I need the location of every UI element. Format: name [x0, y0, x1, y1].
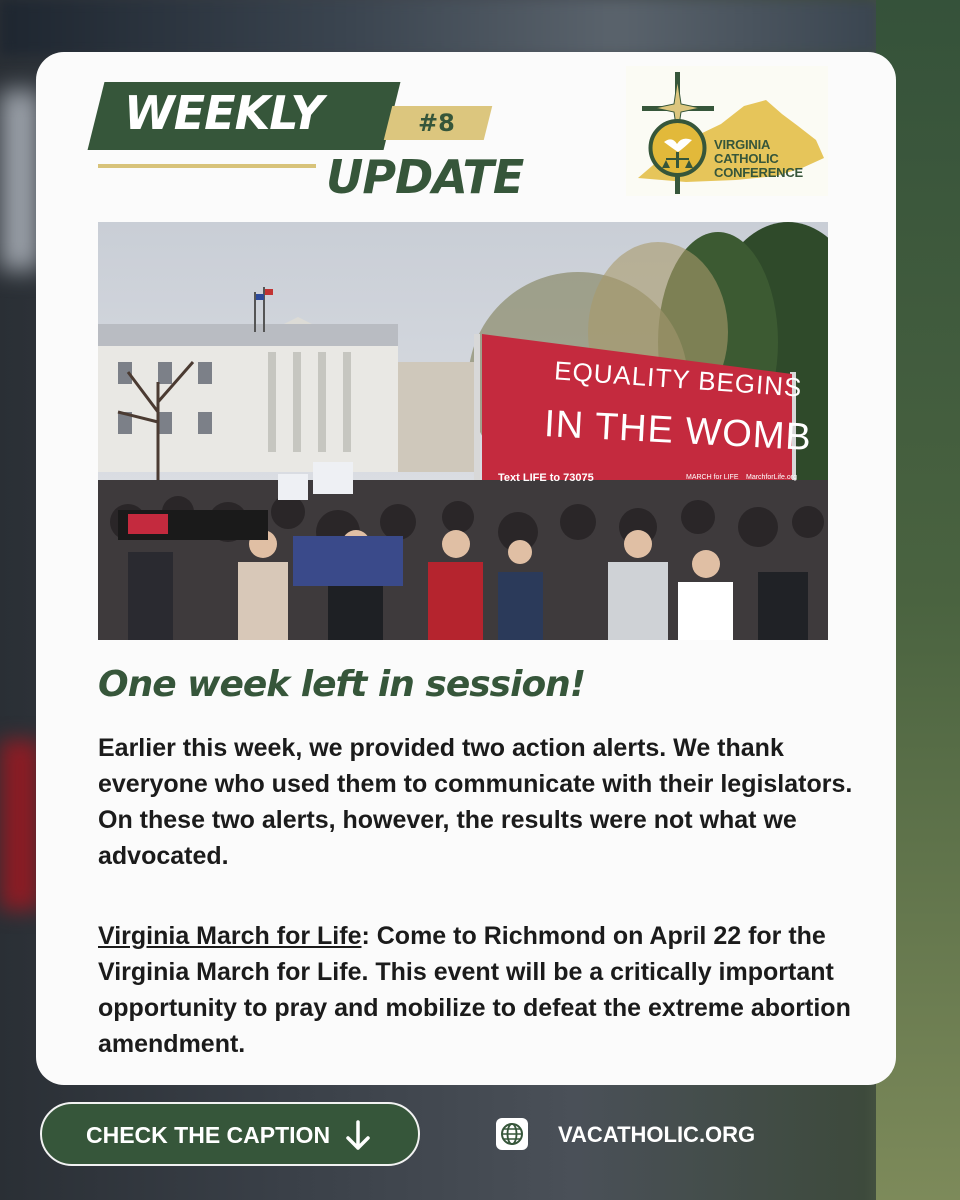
- issue-number: #8: [418, 109, 455, 137]
- website-link[interactable]: VACATHOLIC.ORG: [558, 1122, 756, 1147]
- banner-text-line1: EQUALITY BEGINS: [553, 355, 804, 403]
- logo-wordmark: VIRGINIA CATHOLIC CONFERENCE: [714, 137, 804, 180]
- march-for-life-text: : Come to Richmond on April 22 for the Virginia March for Life. This event will be a critically important opportunity to pray and mobilize to defeat the extreme abortion amendment.: [98, 922, 851, 1058]
- title-accent-line: [98, 164, 316, 168]
- banner-url: MarchforLife.org: [746, 474, 797, 481]
- paragraph-action-alerts: Earlier this week, we provided two action alerts. We thank everyone who used them to communicate with their legislators. On these two alerts, however, the results were not what we advocated.: [98, 734, 853, 870]
- banner-text-line2: IN THE WOMB: [543, 403, 813, 459]
- background-red-blur: [0, 740, 40, 910]
- update-title: UPDATE: [326, 150, 524, 204]
- march-for-life-link[interactable]: Virginia March for Life: [98, 922, 362, 950]
- paragraph-march-for-life: [98, 918, 858, 1062]
- globe-icon: [496, 1118, 528, 1150]
- weekly-title: WEEKLY: [124, 86, 323, 140]
- check-caption-label: CHECK THE CAPTION: [86, 1122, 331, 1148]
- banner-text-life: Text LIFE to 73075: [498, 472, 594, 484]
- update-card: [36, 52, 896, 1085]
- rally-photo: [98, 222, 828, 640]
- arrow-down-icon: [344, 1120, 372, 1152]
- background-top-blur: [0, 0, 880, 55]
- check-caption-button[interactable]: [40, 1102, 420, 1166]
- background-left-blur: [0, 90, 40, 270]
- banner-march-logo: MARCH for LIFE: [686, 474, 739, 481]
- vcc-logo: [626, 66, 828, 196]
- headline: One week left in session!: [98, 664, 586, 705]
